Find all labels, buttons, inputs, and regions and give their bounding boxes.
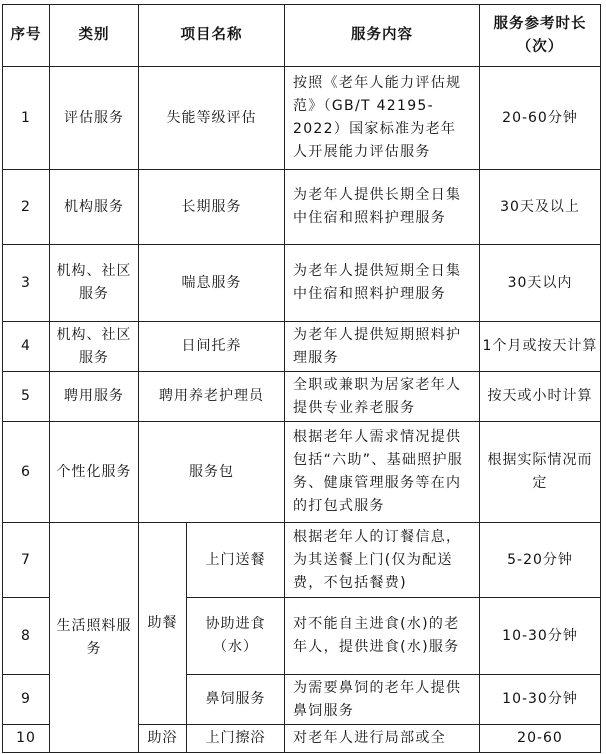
cell-content: 全职或兼职为居家老年人提供专业养老服务 [285,372,480,422]
cell-seq: 6 [3,422,50,523]
cell-seq: 5 [3,372,50,422]
cell-category: 机构服务 [50,170,139,245]
cell-project: 日间托养 [139,322,285,372]
cell-seq: 2 [3,170,50,245]
cell-subgroup: 助餐 [139,523,187,725]
cell-duration: 根据实际情况而定 [480,422,601,523]
header-seq: 序号 [3,5,50,67]
cell-seq: 1 [3,67,50,170]
cell-project: 喘息服务 [139,245,285,322]
cell-project: 服务包 [139,422,285,523]
cell-seq: 3 [3,245,50,322]
cell-content: 对不能自主进食(水)的老年人，提供进食(水)服务 [285,598,480,675]
cell-content: 根据老年人的订餐信息，为其送餐上门(仅为配送费，不包括餐费) [285,523,480,598]
cell-project: 长期服务 [139,170,285,245]
cell-category: 个性化服务 [50,422,139,523]
cell-content: 按照《老年人能力评估规范》（GB/T 42195-2022）国家标准为老年人开展能力评估服务 [285,67,480,170]
cell-project: 上门擦浴 [187,725,285,753]
cell-duration: 5-20分钟 [480,523,601,598]
cell-content: 为需要鼻饲的老年人提供鼻饲服务 [285,675,480,725]
cell-seq: 4 [3,322,50,372]
cell-seq: 8 [3,598,50,675]
cell-project: 失能等级评估 [139,67,285,170]
cell-subgroup: 助浴 [139,725,187,753]
cell-project: 聘用养老护理员 [139,372,285,422]
service-table [2,4,601,753]
header-category: 类别 [50,5,139,67]
cell-category: 聘用服务 [50,372,139,422]
cell-content: 对老年人进行局部或全 [285,725,480,753]
cell-project: 协助进食（水） [187,598,285,675]
cell-seq: 9 [3,675,50,725]
table-row [3,372,601,422]
cell-seq: 7 [3,523,50,598]
cell-category: 评估服务 [50,67,139,170]
cell-duration: 10-30分钟 [480,675,601,725]
cell-category: 生活照料服务 [50,523,139,753]
header-duration: 服务参考时长（次） [480,5,601,67]
cell-content: 根据老年人需求情况提供包括“六助”、基础照护服务、健康管理服务等在内的打包式服务 [285,422,480,523]
cell-seq: 10 [3,725,50,753]
cell-category: 机构、社区服务 [50,245,139,322]
cell-duration: 30天以内 [480,245,601,322]
cell-duration: 按天或小时计算 [480,372,601,422]
cell-project: 上门送餐 [187,523,285,598]
cell-content: 为老年人提供短期照料护理服务 [285,322,480,372]
table-row [3,67,601,170]
cell-content: 为老年人提供短期全日集中住宿和照料护理服务 [285,245,480,322]
cell-duration: 20-60分钟 [480,67,601,170]
table-row [3,322,601,372]
header-project: 项目名称 [139,5,285,67]
cell-duration: 1个月或按天计算 [480,322,601,372]
cell-duration: 30天及以上 [480,170,601,245]
table-row [3,245,601,322]
table-row [3,523,601,598]
cell-project: 鼻饲服务 [187,675,285,725]
cell-content: 为老年人提供长期全日集中住宿和照料护理服务 [285,170,480,245]
cell-category: 机构、社区服务 [50,322,139,372]
cell-duration: 20-60 [480,725,601,753]
header-content: 服务内容 [285,5,480,67]
table-row [3,422,601,523]
table-row [3,170,601,245]
header-row [3,5,601,67]
cell-duration: 10-30分钟 [480,598,601,675]
